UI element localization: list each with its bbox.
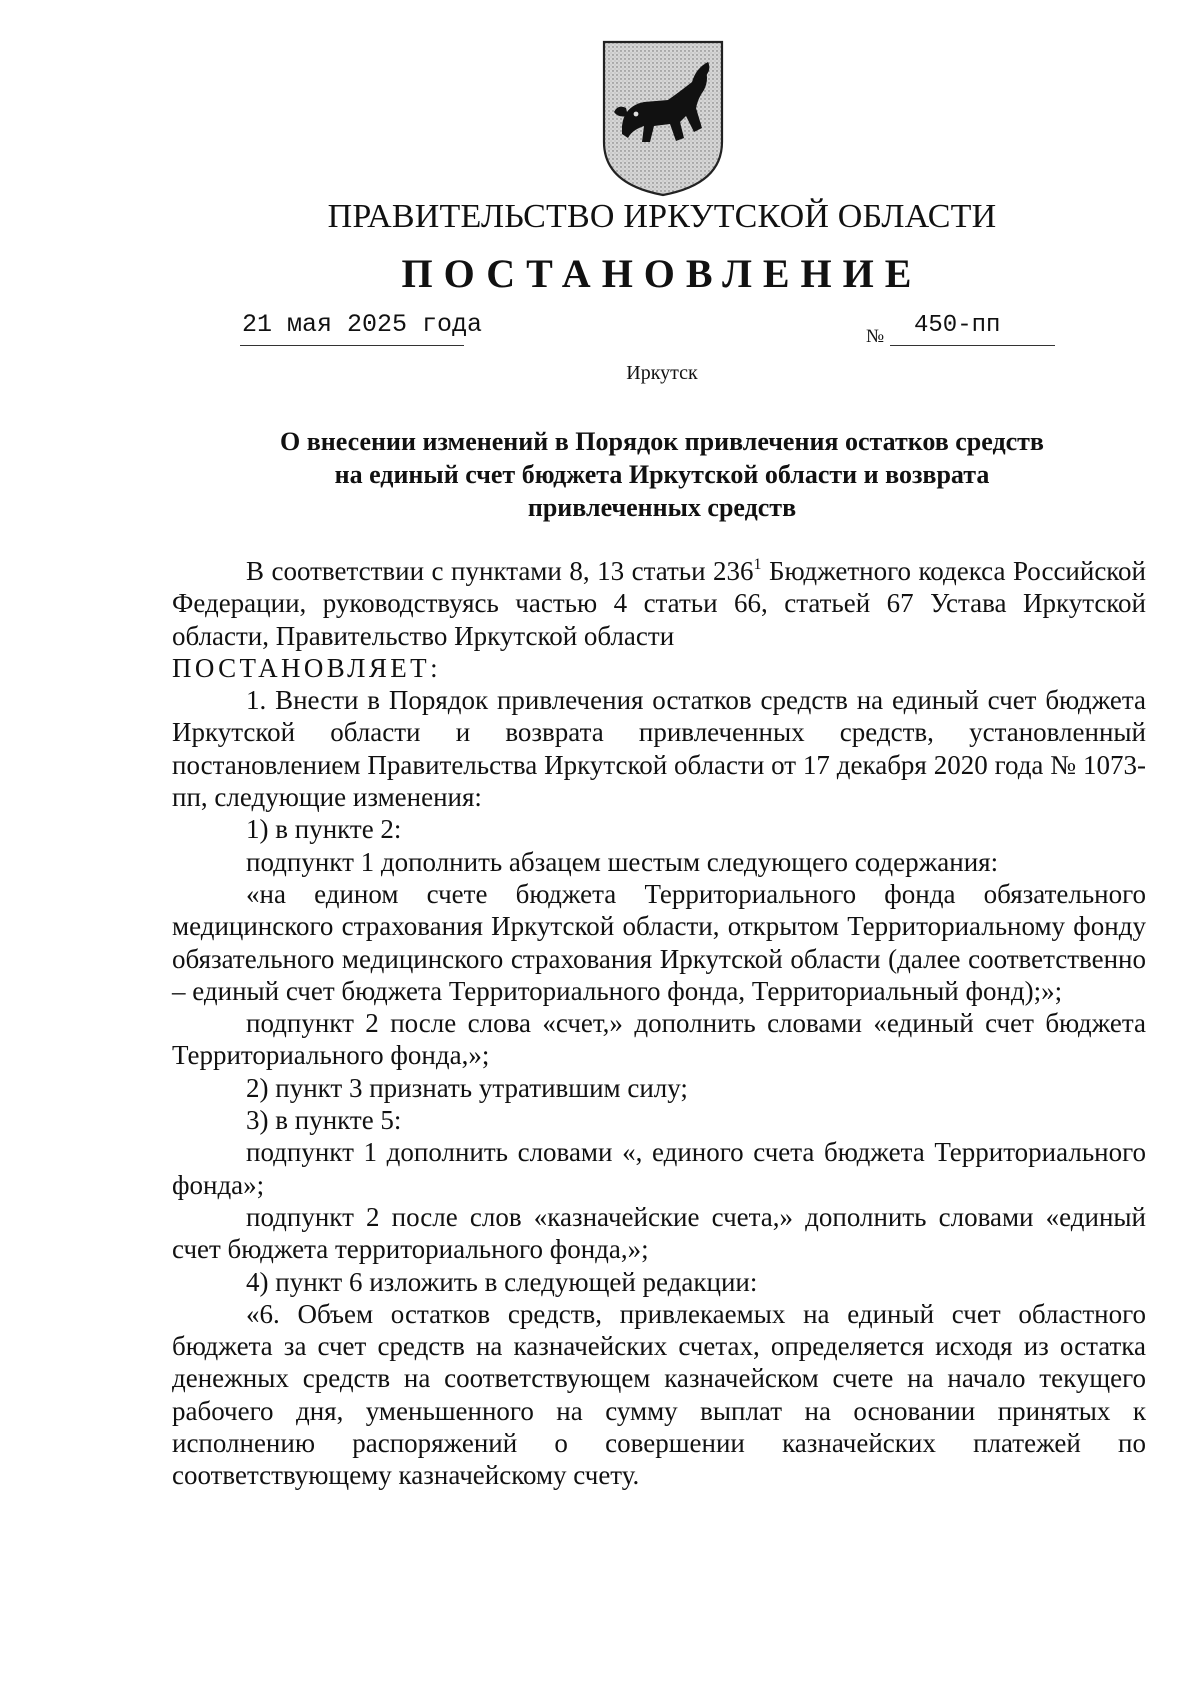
body-paragraph: подпункт 2 после слов «казначейские счета,» дополнить словами «единый счет бюджета территориального фонда,»; bbox=[172, 1201, 1146, 1265]
body-paragraph: 3) в пункте 5: bbox=[246, 1105, 402, 1136]
title-line: О внесении изменений в Порядок привлечения остатков средств bbox=[280, 427, 1044, 456]
preamble-text: В соответствии с пунктами 8, 13 статьи 236 bbox=[246, 556, 754, 586]
body-paragraph: 1. Внести в Порядок привлечения остатков средств на единый счет бюджета Иркутской области и возврата привлеченных средств, установленный постановлением Правительства Иркутской области от 17 декабря 2020 года № 1073-пп, следующие изменения: bbox=[172, 685, 1146, 813]
document-type: ПОСТАНОВЛЕНИЕ bbox=[401, 251, 923, 296]
body-paragraph: подпункт 1 дополнить абзацем шестым следующего содержания: bbox=[246, 846, 999, 877]
body-paragraph: 1) в пункте 2: bbox=[246, 814, 402, 845]
body-paragraph: «6. Объем остатков средств, привлекаемых на единый счет областного бюджета за счет средств на казначейских счетах, определяется исходя из остатка денежных средств на соответствующем казначейском счете на начало текущего рабочего дня, уменьшенного на сумму выплат на основании принятых к исполнению распоряжений о совершении казначейских платежей по соответствующему казначейскому счету. bbox=[172, 1298, 1146, 1491]
document-city: Иркутск bbox=[626, 362, 698, 384]
organization-name: ПРАВИТЕЛЬСТВО ИРКУТСКОЙ ОБЛАСТИ bbox=[327, 198, 997, 235]
decree-word: ПОСТАНОВЛЯЕТ: bbox=[172, 652, 441, 683]
document-number: 450-пп bbox=[890, 312, 1055, 346]
body-paragraph: подпункт 2 после слова «счет,» дополнить словами «единый счет бюджета Территориального фонда,»; bbox=[172, 1008, 1146, 1071]
body-paragraph: 4) пункт 6 изложить в следующей редакции: bbox=[246, 1266, 758, 1297]
preamble-superscript: 1 bbox=[753, 556, 762, 573]
irkutsk-coat-of-arms-icon bbox=[600, 38, 726, 198]
body-paragraph: подпункт 1 дополнить словами «, единого счета бюджета Территориального фонда»; bbox=[172, 1137, 1146, 1200]
title-line: привлеченных средств bbox=[527, 493, 797, 522]
body-paragraph: «на едином счете бюджета Территориального фонда обязательного медицинского страхования Иркутской области, открытом Территориальному фонду обязательного медицинского страхования Иркутской области (далее соответственно – единый счет бюджета Территориального фонда, Территориальный фонд);»; bbox=[172, 878, 1146, 1006]
number-label: № bbox=[866, 326, 885, 347]
document-title bbox=[170, 425, 1154, 524]
preamble-text: Бюджетного кодекса Российской Федерации, руководствуясь частью 4 статьи 66, статьей 67 Устава Иркутской области, Правительство Иркутской области bbox=[172, 556, 1147, 651]
body-paragraph: 2) пункт 3 признать утратившим силу; bbox=[246, 1072, 688, 1103]
title-line: на единый счет бюджета Иркутской области и возврата bbox=[334, 460, 990, 489]
document-date: 21 мая 2025 года bbox=[240, 310, 464, 346]
preamble-paragraph bbox=[172, 555, 1146, 652]
document-body bbox=[172, 555, 1146, 1492]
